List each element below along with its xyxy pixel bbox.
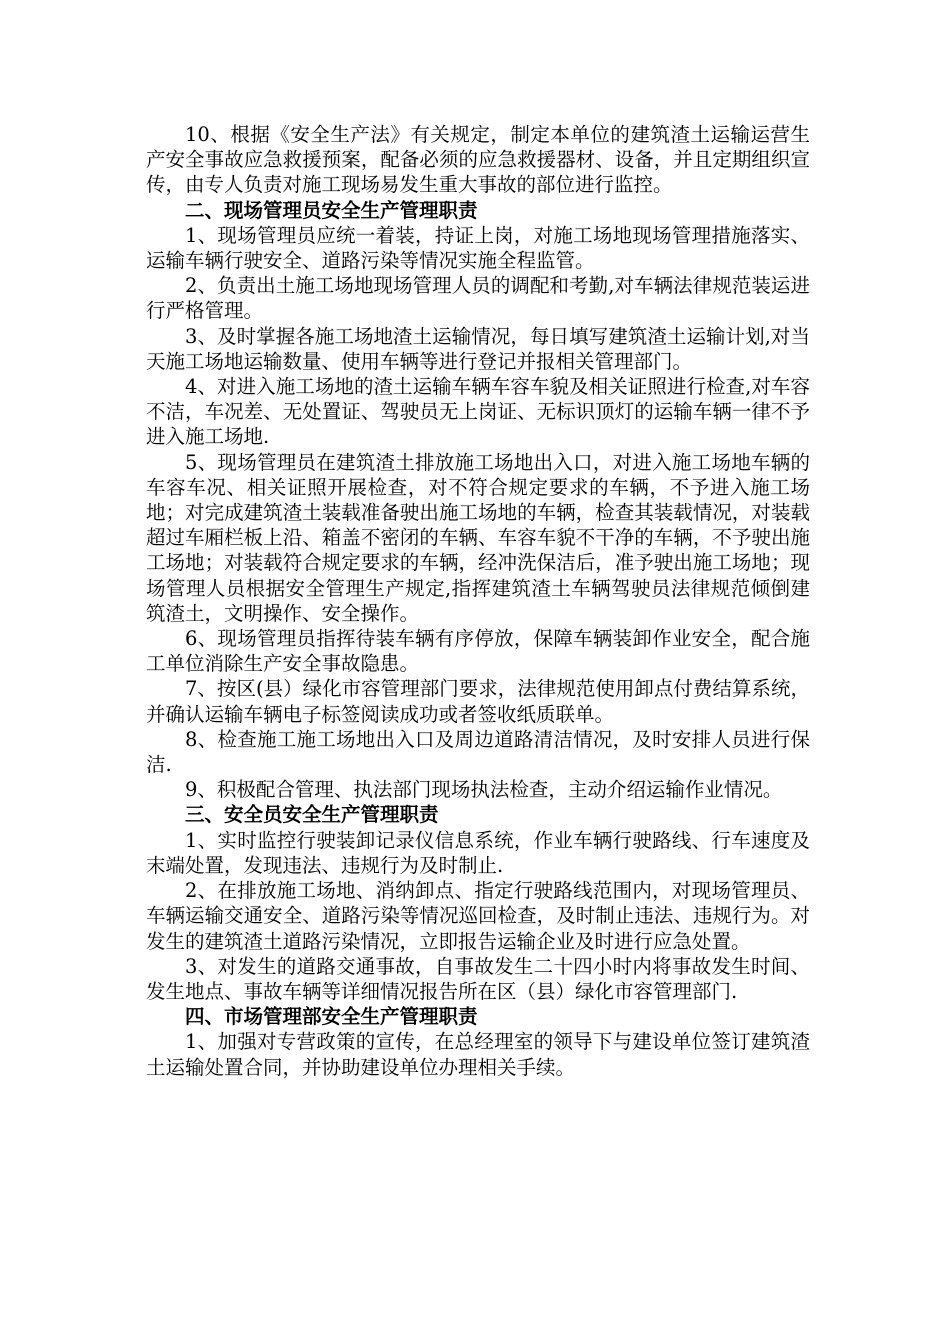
paragraph-4-1: 1、加强对专营政策的宣传，在总经理室的领导下与建设单位签订建筑渣土运输处置合同，并协助建设单位办理相关手续。 bbox=[146, 1030, 810, 1079]
paragraph-2-7: 7、按区(县）绿化市容管理部门要求，法律规范使用卸点付费结算系统，并确认运输车辆电子标签阅读成功或者签收纸质联单。 bbox=[146, 677, 810, 726]
paragraph-2-2: 2、负责出土施工场地现场管理人员的调配和考勤,对车辆法律规范装运进行严格管理。 bbox=[146, 274, 810, 323]
paragraph-3-1: 1、实时监控行驶装卸记录仪信息系统，作业车辆行驶路线、行车速度及末端处置，发现违法、违规行为及时制止. bbox=[146, 828, 810, 877]
section-heading-2: 二、现场管理员安全生产管理职责 bbox=[185, 198, 478, 222]
paragraph-3-2: 2、在排放施工场地、消纳卸点、指定行驶路线范围内，对现场管理员、车辆运输交通安全、道路污染等情况巡回检查，及时制止违法、违规行为。对发生的建筑渣土道路污染情况，立即报告运输企业及时进行应急处置。 bbox=[146, 879, 810, 953]
paragraph-2-4: 4、对进入施工场地的渣土运输车辆车容车貌及相关证照进行检查,对车容不洁，车况差、无处置证、驾驶员无上岗证、无标识顶灯的运输车辆一律不予进入施工场地. bbox=[146, 375, 810, 449]
paragraph-2-9: 9、积极配合管理、执法部门现场执法检查，主动介绍运输作业情况。 bbox=[185, 778, 783, 802]
paragraph-2-3: 3、及时掌握各施工场地渣土运输情况，每日填写建筑渣土运输计划,对当天施工场地运输数量、使用车辆等进行登记并报相关管理部门。 bbox=[146, 324, 810, 373]
paragraph-2-8: 8、检查施工施工场地出入口及周边道路清洁情况，及时安排人员进行保洁. bbox=[146, 727, 810, 777]
section-heading-3: 三、安全员安全生产管理职责 bbox=[185, 803, 439, 827]
paragraph-2-5: 5、现场管理员在建筑渣土排放施工场地出入口，对进入施工场地车辆的车容车况、相关证照开展检查，对不符合规定要求的车辆，不予进入施工场地；对完成建筑渣土装载准备驶出施工场地的车辆，检查其装载情况，对装载超过车厢栏板上沿、箱盖不密闭的车辆、车容车貌不干净的车辆，不予驶出施工场地；对装载符合规定要求的车辆，经冲洗保洁后，准予驶出施工场地；现场管理人员根据安全管理生产规定,指挥建筑渣土车辆驾驶员法律规范倾倒建筑渣土，文明操作、安全操作。 bbox=[146, 450, 810, 625]
paragraph-2-1: 1、现场管理员应统一着装，持证上岗，对施工场地现场管理措施落实、运输车辆行驶安全、道路污染等情况实施全程监管。 bbox=[146, 223, 810, 273]
paragraph-1-10: 10、根据《安全生产法》有关规定，制定本单位的建筑渣土运输运营生产安全事故应急救援预案，配备必须的应急救援器材、设备，并且定期组织宣传，由专人负责对施工现场易发生重大事故的部位进行监控。 bbox=[146, 123, 810, 197]
paragraph-3-3: 3、对发生的道路交通事故，自事故发生二十四小时内将事故发生时间、发生地点、事故车辆等详细情况报告所在区（县）绿化市容管理部门. bbox=[146, 954, 810, 1003]
document-page bbox=[146, 122, 810, 1080]
paragraph-2-6: 6、现场管理员指挥待装车辆有序停放，保障车辆装卸作业安全，配合施工单位消除生产安全事故隐患。 bbox=[146, 627, 810, 676]
section-heading-4: 四、市场管理部安全生产管理职责 bbox=[185, 1005, 478, 1029]
